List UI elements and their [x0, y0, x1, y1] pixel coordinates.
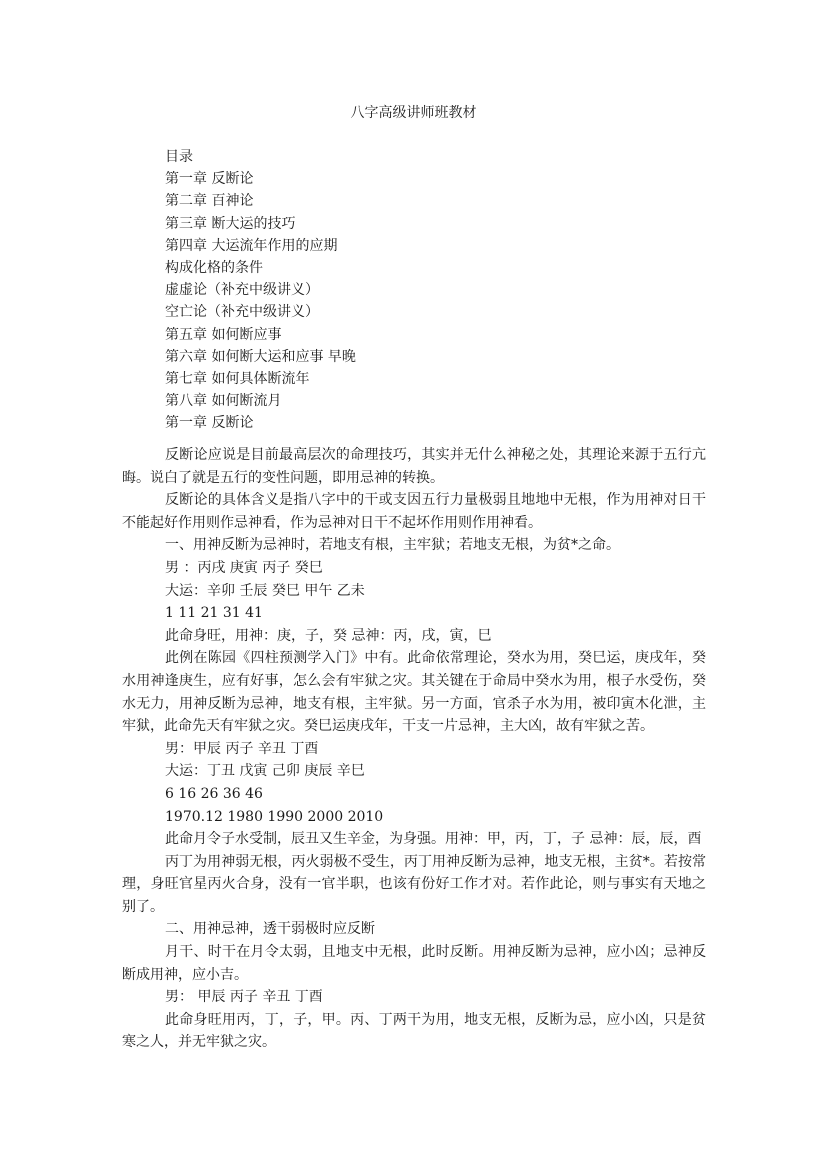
chart-line: 1 11 21 31 41 [165, 605, 263, 622]
chart-line: 男 ：丙戌 庚寅 丙子 癸巳 [165, 559, 323, 576]
toc-item: 虚虚论（补充中级讲义） [165, 282, 319, 299]
toc-item: 第七章 如何具体断流年 [165, 371, 310, 388]
toc-item: 第二章 百神论 [165, 193, 254, 210]
paragraph: 月干、时干在月令太弱，且地支中无根，此时反断。用神反断为忌神，应小凶；忌神反断成用神，应小吉。 [122, 944, 706, 983]
toc-item: 空亡论（补充中级讲义） [165, 304, 319, 321]
paragraph: 此例在陈园《四柱预测学入门》中有。此命依常理论，癸水为用，癸巳运，庚戌年，癸水用神逢庚生，应有好事，怎么会有牢狱之灾。其关键在于命局中癸水为用，根子水受伤，癸水无力，用神反断为忌神，地支有根，主牢狱。另一方面，官杀子水为用，被印寅木化泄，主牢狱，此命先天有牢狱之灾。癸巳运庚戌年，干支一片忌神，主大凶，故有牢狱之苦。 [122, 650, 706, 735]
document-title: 八字高级讲师班教材 [350, 105, 477, 121]
chart-line: 大运：辛卯 壬辰 癸巳 甲午 乙未 [165, 582, 365, 599]
toc-item: 第一章 反断论 [165, 171, 254, 188]
paragraph: 反断论应说是目前最高层次的命理技巧，其实并无什么神秘之处，其理论来源于五行亢晦。说白了就是五行的变性问题，即用忌神的转换。 [122, 447, 706, 486]
paragraph: 此命身旺，用神：庚，子，癸 忌神：丙，戌，寅，巳 [165, 627, 492, 644]
table-of-contents [165, 146, 356, 435]
toc-heading: 目录 [165, 149, 193, 165]
toc-item: 第六章 如何断大运和应事 早晚 [165, 348, 356, 365]
toc-item: 第三章 断大运的技巧 [165, 215, 296, 232]
chart-line: 大运：丁丑 戊寅 己卯 庚辰 辛巳 [165, 763, 365, 780]
paragraph: 此命身旺用丙，丁，子，甲。丙、丁两干为用，地支无根，反断为忌，应小凶，只是贫寒之人，并无牢狱之灾。 [122, 1011, 706, 1051]
document-body [122, 444, 706, 1054]
chart-line: 6 16 26 36 46 [165, 785, 263, 802]
section-heading: 二、用神忌神，透干弱极时应反断 [165, 921, 375, 938]
chart-line: 男：甲辰 丙子 辛丑 丁酉 [165, 740, 319, 757]
chapter-heading: 第一章 反断论 [165, 415, 254, 432]
chart-line: 1970.12 1980 1990 2000 2010 [165, 808, 384, 825]
paragraph: 丙丁为用神弱无根，丙火弱极不受生，丙丁用神反断为忌神，地支无根，主贫*。若按常理，身旺官星丙火合身，没有一官半职，也该有份好工作才对。若作此论，则与事实有天地之别了。 [122, 853, 706, 915]
section-heading: 一、用神反断为忌神时，若地支有根，主牢狱；若地支无根，为贫*之命。 [165, 537, 620, 554]
toc-item: 第五章 如何断应事 [165, 326, 282, 343]
paragraph: 此命月令子水受制，辰丑又生辛金，为身强。用神：甲，丙，丁，子 忌神：辰，辰，酉 [165, 831, 702, 848]
paragraph: 反断论的具体含义是指八字中的干或支因五行力量极弱且地地中无根，作为用神对日干不能起好作用则作忌神看，作为忌神对日干不起坏作用则作用神看。 [122, 492, 706, 531]
toc-item: 构成化格的条件 [165, 260, 263, 277]
toc-item: 第八章 如何断流月 [165, 393, 282, 410]
chart-line: 男： 甲辰 丙子 辛丑 丁酉 [165, 989, 323, 1006]
toc-item: 第四章 大运流年作用的应期 [165, 237, 338, 254]
